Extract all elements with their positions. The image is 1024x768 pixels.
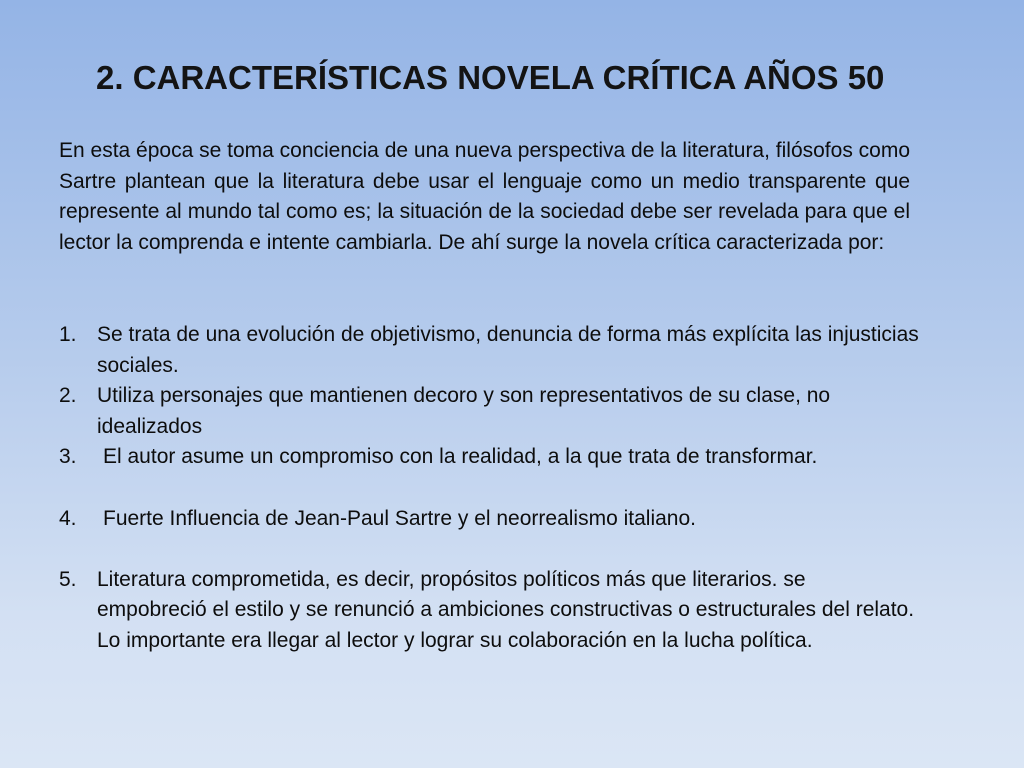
list-item-text: Utiliza personajes que mantienen decoro y son representativos de su clase, no idealizados <box>97 384 831 438</box>
slide-title: 2. CARACTERÍSTICAS NOVELA CRÍTICA AÑOS 50 <box>96 59 885 96</box>
list-item-text: Literatura comprometida, es decir, propósitos políticos más que literarios. se empobreció el estilo y se renunció a ambiciones constructivas o estructurales del relato. Lo importante era llegar al lector y lograr su colaboración en la lucha política. <box>97 567 915 652</box>
intro-paragraph: En esta época se toma conciencia de una nueva perspectiva de la literatura, filósofos como Sartre plantean que la literatura debe usar el lenguaje como un medio transparente que represente al mundo tal como es; la situación de la sociedad debe ser revelada para que el lector la comprenda e intente cambiarla. De ahí surge la novela crítica caracterizada por: <box>59 139 911 254</box>
list-item-number: 4. <box>59 506 77 530</box>
list-item-number: 2. <box>59 384 77 408</box>
list-item <box>59 381 919 442</box>
list-item-text: Se trata de una evolución de objetivismo, denuncia de forma más explícita las injusticias sociales. <box>97 323 919 377</box>
list-item <box>59 320 919 381</box>
list-item-number: 1. <box>59 323 77 346</box>
characteristics-list <box>59 320 919 657</box>
list-item <box>59 442 919 473</box>
list-item <box>59 565 919 657</box>
list-item <box>59 504 919 535</box>
list-item-text: El autor asume un compromiso con la realidad, a la que trata de transformar. <box>103 445 818 469</box>
list-item-number: 3. <box>59 445 77 469</box>
list-item-text: Fuerte Influencia de Jean-Paul Sartre y el neorrealismo italiano. <box>103 506 696 530</box>
list-item-number: 5. <box>59 567 77 591</box>
